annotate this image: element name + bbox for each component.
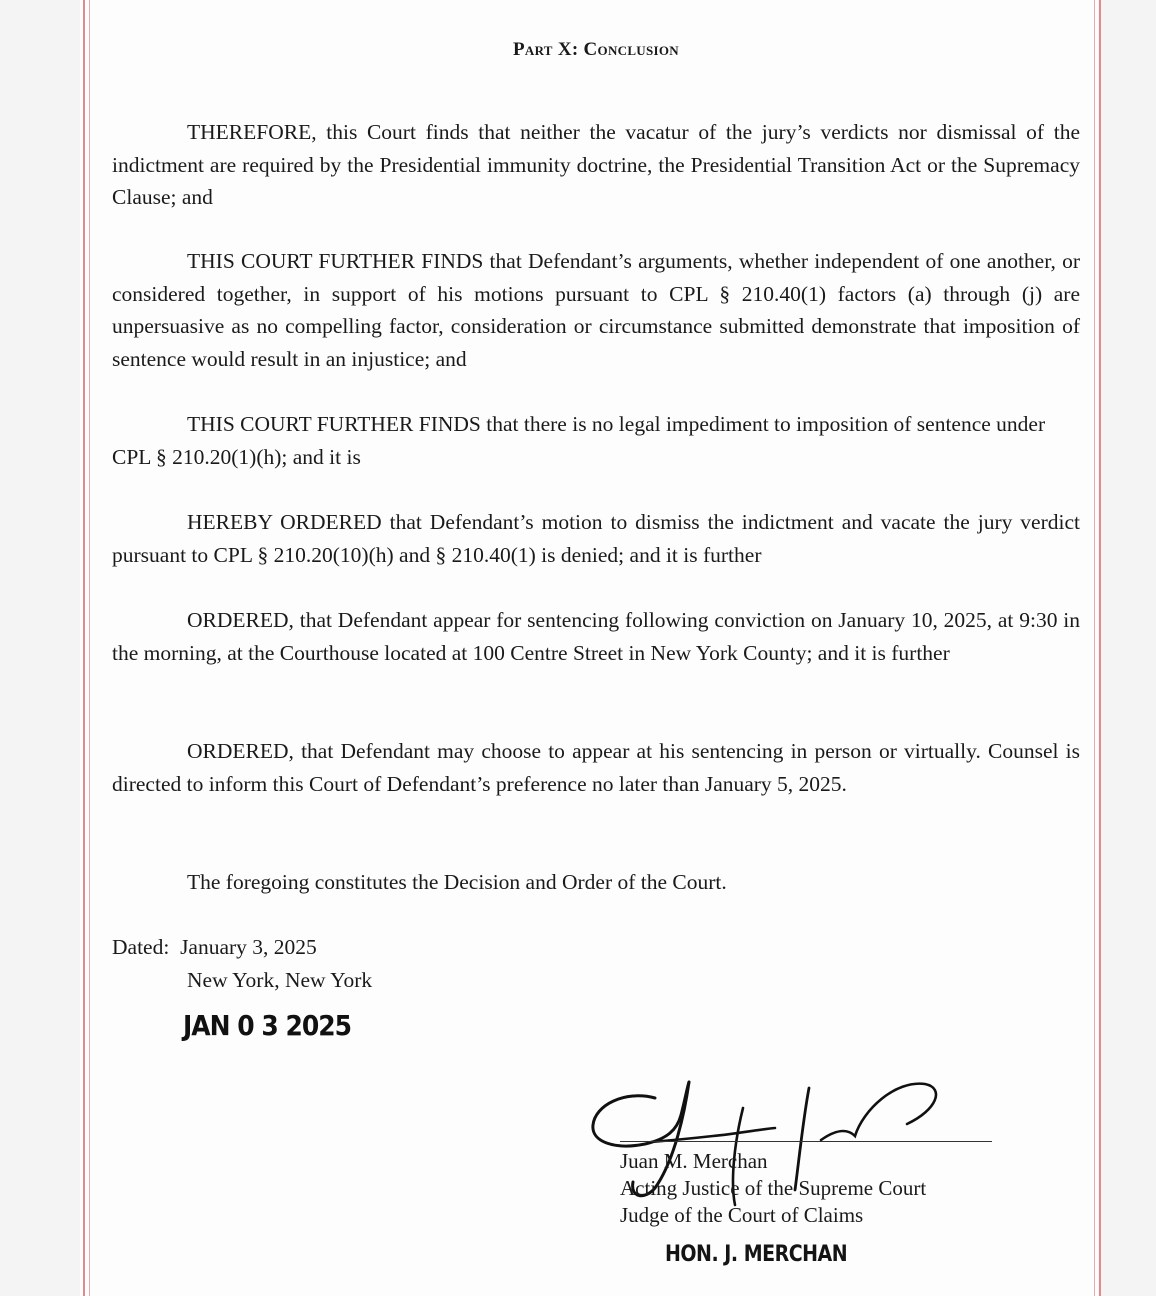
judge-name: Juan M. Merchan xyxy=(620,1149,768,1173)
left-margin-line-inner xyxy=(89,0,90,1296)
paragraph-foregoing: The foregoing constitutes the Decision and Order of the Court. xyxy=(187,870,727,894)
name-stamp: HON. J. MERCHAN xyxy=(665,1241,848,1267)
signature-block xyxy=(620,1148,926,1229)
paragraph-ordered-sentencing: ORDERED, that Defendant appear for sentencing following conviction on January 10, 2025, at 9:30 in the morning, at the Courthouse located at 100 Centre Street in New York County; and it is further xyxy=(112,608,1080,665)
right-margin-line-inner xyxy=(1094,0,1095,1296)
dated-block xyxy=(112,931,372,996)
paragraph-further-finds-no-impediment: THIS COURT FURTHER FINDS that there is no legal impediment to imposition of sentence under CPL § 210.20(1)(h); and it is xyxy=(112,412,1046,469)
paragraph-hereby-ordered: HEREBY ORDERED that Defendant’s motion to dismiss the indictment and vacate the jury verdict pursuant to CPL § 210.20(10)(h) and § 210.40(1) is denied; and it is further xyxy=(112,510,1080,567)
section-heading xyxy=(0,34,1156,67)
dated-date: January 3, 2025 xyxy=(180,935,317,959)
paragraph-ordered-appearance: ORDERED, that Defendant may choose to appear at his sentencing in person or virtually. Counsel is directed to inform this Court of Defendant’s preference no later than January 5, 2025. xyxy=(112,739,1080,796)
dated-place: New York, New York xyxy=(187,967,373,992)
section-heading-text: Part X: Conclusion xyxy=(512,39,679,60)
judge-title-supreme-court: Acting Justice of the Supreme Court xyxy=(620,1176,927,1200)
dated-line xyxy=(112,931,372,964)
right-margin-line xyxy=(1099,0,1101,1296)
dated-label: Dated: xyxy=(112,935,170,959)
paragraph-therefore: THEREFORE, this Court finds that neither the vacatur of the jury’s verdicts nor dismissal of the indictment are required by the Presidential immunity doctrine, the Presidential Transition Act or the Supremacy Clause; and xyxy=(112,120,1080,209)
paragraph-further-finds-arguments: THIS COURT FURTHER FINDS that Defendant’s arguments, whether independent of one another, or considered together, in support of his motions pursuant to CPL § 210.40(1) factors (a) through (j) are unpersuasive as no compelling factor, consideration or circumstance submitted demonstrate that imposition of sentence would result in an injustice; and xyxy=(112,249,1080,371)
date-stamp: JAN 0 3 2025 xyxy=(183,1009,352,1042)
left-margin-line xyxy=(83,0,85,1296)
judge-title-court-of-claims: Judge of the Court of Claims xyxy=(620,1203,864,1227)
signature-line xyxy=(620,1141,992,1142)
